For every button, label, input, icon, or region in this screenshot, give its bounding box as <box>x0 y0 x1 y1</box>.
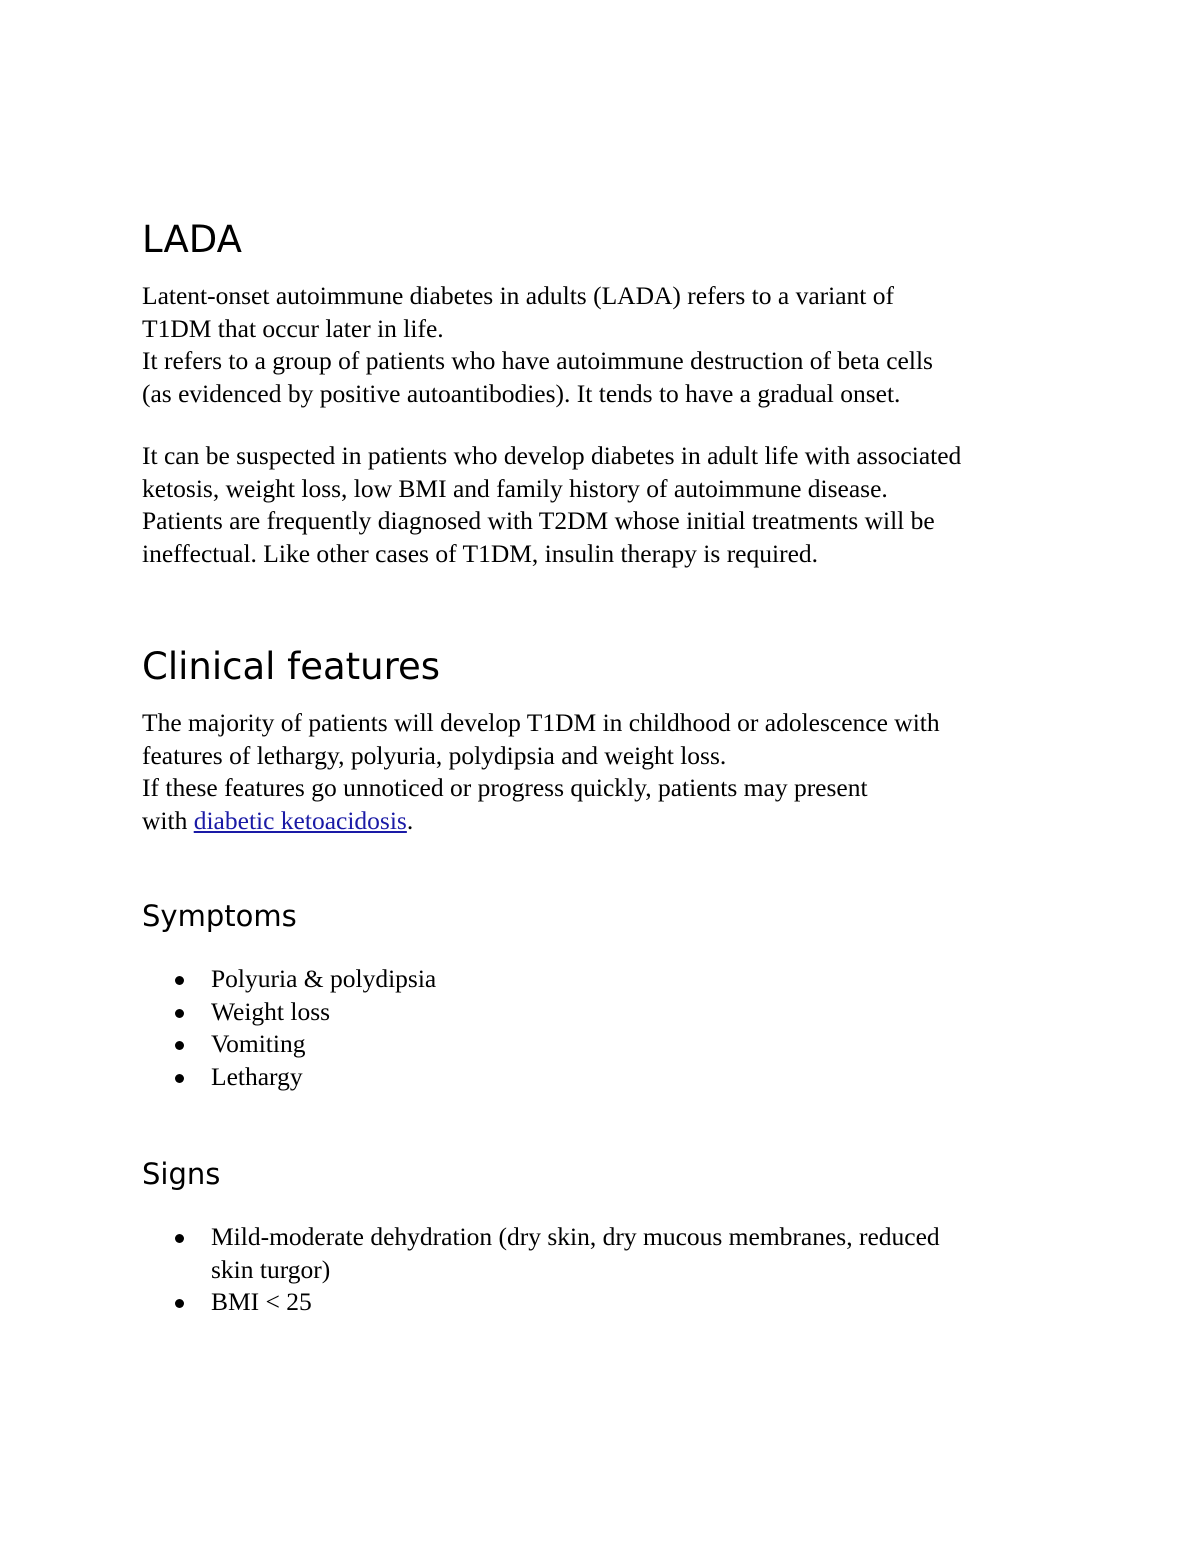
list-item-text: Lethargy <box>211 1061 303 1091</box>
bullet-icon <box>175 1074 184 1083</box>
signs-list <box>142 1221 1072 1319</box>
text-line: (as evidenced by positive autoantibodies). It tends to have a gradual onset. <box>142 378 901 408</box>
clinical-features-heading: Clinical features <box>142 645 441 688</box>
symptoms-heading: Symptoms <box>142 899 297 933</box>
text-line <box>142 805 1072 838</box>
list-item-text: Weight loss <box>211 996 331 1026</box>
diabetic-ketoacidosis-link[interactable]: diabetic ketoacidosis <box>193 805 407 835</box>
text-line: It refers to a group of patients who have autoimmune destruction of beta cells <box>142 346 933 375</box>
signs-heading: Signs <box>142 1157 221 1191</box>
lada-heading: LADA <box>142 218 242 261</box>
text-line: ketosis, weight loss, low BMI and family history of autoimmune disease. <box>142 473 888 503</box>
text-line: ineffectual. Like other cases of T1DM, insulin therapy is required. <box>142 538 819 568</box>
list-item-text: BMI < 25 <box>211 1287 312 1316</box>
list-item-text: Mild-moderate dehydration (dry skin, dry mucous membranes, reduced <box>211 1222 940 1251</box>
symptoms-list <box>142 963 1072 1093</box>
list-item <box>142 996 1072 1029</box>
bullet-icon <box>175 1234 184 1243</box>
text-line: Patients are frequently diagnosed with T2DM whose initial treatments will be <box>142 506 935 535</box>
bullet-icon <box>175 1041 184 1050</box>
text-line: The majority of patients will develop T1DM in childhood or adolescence with <box>142 708 940 737</box>
clinical-features-paragraph <box>142 707 1072 837</box>
text-line: T1DM that occur later in life. <box>142 313 444 343</box>
list-item <box>142 1028 1072 1061</box>
list-item <box>142 1061 1072 1094</box>
text-line: It can be suspected in patients who develop diabetes in adult life with associated <box>142 441 962 470</box>
lada-paragraph-2 <box>142 440 1072 570</box>
list-item-text: skin turgor) <box>211 1254 331 1284</box>
bullet-icon <box>175 1009 184 1018</box>
line-suffix: . <box>406 805 414 835</box>
lada-paragraph-1 <box>142 280 1072 410</box>
line-prefix: with <box>142 805 194 835</box>
list-item <box>142 963 1072 996</box>
list-item <box>142 1221 1072 1286</box>
bullet-icon <box>175 1299 184 1308</box>
list-item <box>142 1286 1072 1319</box>
bullet-icon <box>175 976 184 985</box>
list-item-text: Vomiting <box>211 1029 306 1058</box>
text-line: features of lethargy, polyuria, polydipsia and weight loss. <box>142 740 727 770</box>
text-line: If these features go unnoticed or progress quickly, patients may present <box>142 773 868 802</box>
text-line: Latent-onset autoimmune diabetes in adults (LADA) refers to a variant of <box>142 281 895 310</box>
list-item-text: Polyuria & polydipsia <box>211 964 437 993</box>
